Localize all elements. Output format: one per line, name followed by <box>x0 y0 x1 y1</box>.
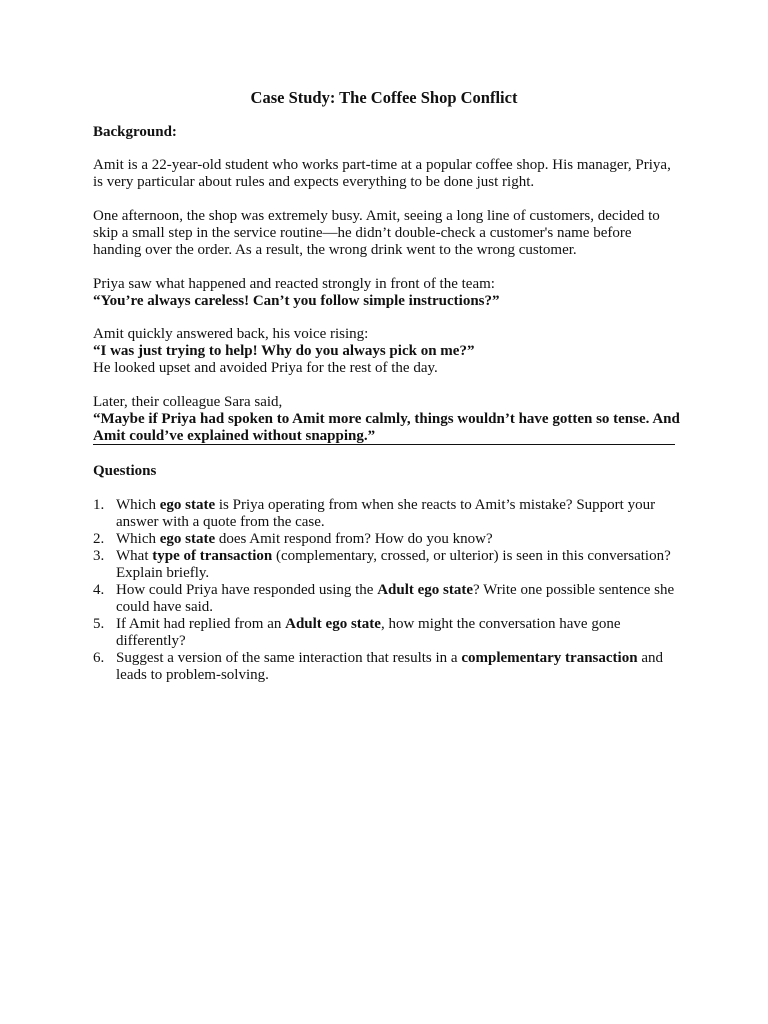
paragraph-intro: Amit is a 22-year-old student who works part-time at a popular coffee shop. His manager, Priya, is very particular about rules and expects everything to be done just right. <box>93 157 671 190</box>
question-item <box>93 616 683 650</box>
amit-response-intro: Amit quickly answered back, his voice rising: <box>93 326 369 342</box>
question-item <box>93 531 683 548</box>
question-text: How could Priya have responded using the <box>116 582 378 598</box>
question-keyword: ego state <box>159 531 216 547</box>
question-keyword: Adult ego state <box>285 616 381 632</box>
questions-heading: Questions <box>93 463 157 479</box>
amit-after: He looked upset and avoided Priya for the rest of the day. <box>93 360 438 376</box>
amit-quote: “I was just trying to help! Why do you always pick on me?” <box>93 343 475 359</box>
question-item <box>93 497 683 531</box>
question-text: is Priya operating from when she reacts to Amit’s mistake? Support your answer with a quote from the case. <box>116 497 656 530</box>
paragraph-priya-reaction <box>93 276 678 310</box>
paragraph-sara-comment <box>93 394 683 445</box>
question-item <box>93 582 683 616</box>
question-item <box>93 650 683 684</box>
question-number: 1. <box>93 497 105 513</box>
question-keyword: ego state <box>159 497 216 513</box>
question-text: and leads to problem-solving. <box>116 650 663 683</box>
question-text: Which <box>116 531 160 547</box>
question-text: does Amit respond from? How do you know? <box>215 531 493 547</box>
question-item <box>93 548 683 582</box>
questions-list <box>93 497 683 684</box>
priya-quote: “You’re always careless! Can’t you follow simple instructions?” <box>93 293 500 309</box>
question-text: Suggest a version of the same interaction that results in a <box>116 650 462 666</box>
section-divider <box>93 444 675 445</box>
question-keyword: Adult ego state <box>377 582 474 598</box>
question-number: 4. <box>93 582 105 598</box>
question-text: If Amit had replied from an <box>116 616 286 632</box>
question-text: What <box>116 548 153 564</box>
question-text: ? Write one possible sentence she could have said. <box>116 582 675 615</box>
question-number: 3. <box>93 548 105 564</box>
background-heading: Background: <box>93 124 177 140</box>
question-number: 5. <box>93 616 105 632</box>
sara-intro: Later, their colleague Sara said, <box>93 394 283 410</box>
question-keyword: type of transaction <box>152 548 273 564</box>
question-text: , how might the conversation have gone differently? <box>116 616 621 649</box>
question-number: 2. <box>93 531 105 547</box>
question-text: (complementary, crossed, or ulterior) is seen in this conversation? Explain briefly. <box>116 548 671 581</box>
question-text: Which <box>116 497 160 513</box>
question-number: 6. <box>93 650 105 666</box>
page-title: Case Study: The Coffee Shop Conflict <box>250 88 518 107</box>
question-keyword: complementary transaction <box>461 650 638 666</box>
paragraph-incident: One afternoon, the shop was extremely busy. Amit, seeing a long line of customers, decided to skip a small step in the service routine—he didn’t double-check a customer's name before handing over the order. As a result, the wrong drink went to the wrong customer. <box>93 208 660 258</box>
paragraph-amit-response <box>93 326 678 377</box>
sara-quote: “Maybe if Priya had spoken to Amit more calmly, things wouldn’t have gotten so tense. And Amit could’ve explained without snapping.” <box>93 411 680 444</box>
priya-reaction-intro: Priya saw what happened and reacted strongly in front of the team: <box>93 276 495 292</box>
